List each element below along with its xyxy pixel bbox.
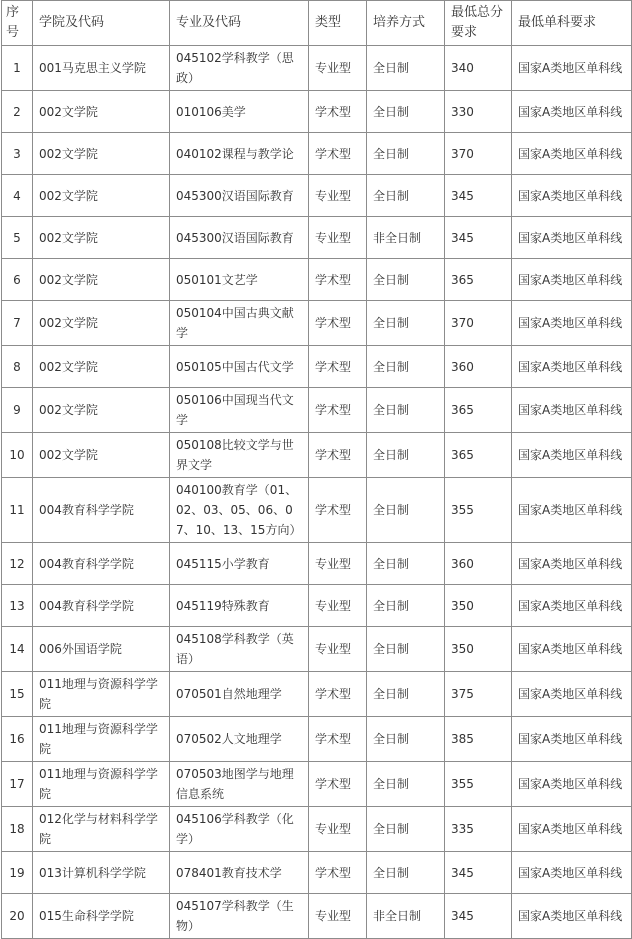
cell-mode: 全日制 bbox=[367, 175, 445, 217]
table-row bbox=[2, 301, 632, 346]
cell-type: 专业型 bbox=[309, 175, 367, 217]
cell-single: 国家A类地区单科线 bbox=[512, 627, 632, 672]
header-college: 学院及代码 bbox=[33, 1, 170, 46]
cell-mode: 全日制 bbox=[367, 627, 445, 672]
cell-seq: 2 bbox=[2, 91, 33, 133]
cell-single: 国家A类地区单科线 bbox=[512, 672, 632, 717]
cell-score: 335 bbox=[445, 807, 512, 852]
table-row bbox=[2, 543, 632, 585]
cell-mode: 全日制 bbox=[367, 672, 445, 717]
cell-mode: 全日制 bbox=[367, 717, 445, 762]
cell-single: 国家A类地区单科线 bbox=[512, 585, 632, 627]
cell-seq: 8 bbox=[2, 346, 33, 388]
table-row bbox=[2, 46, 632, 91]
cell-single: 国家A类地区单科线 bbox=[512, 301, 632, 346]
cell-major: 050105中国古代文学 bbox=[170, 346, 309, 388]
cell-major: 045300汉语国际教育 bbox=[170, 175, 309, 217]
table-row bbox=[2, 217, 632, 259]
cell-seq: 18 bbox=[2, 807, 33, 852]
table-row bbox=[2, 807, 632, 852]
cell-type: 专业型 bbox=[309, 627, 367, 672]
cell-mode: 全日制 bbox=[367, 91, 445, 133]
cell-mode: 全日制 bbox=[367, 133, 445, 175]
cell-score: 370 bbox=[445, 133, 512, 175]
table-row bbox=[2, 852, 632, 894]
table-row bbox=[2, 91, 632, 133]
header-type: 类型 bbox=[309, 1, 367, 46]
table-header bbox=[2, 1, 632, 46]
cell-major: 045107学科教学（生物） bbox=[170, 894, 309, 939]
cell-score: 330 bbox=[445, 91, 512, 133]
cell-seq: 16 bbox=[2, 717, 33, 762]
cell-mode: 全日制 bbox=[367, 388, 445, 433]
cell-score: 365 bbox=[445, 433, 512, 478]
cell-single: 国家A类地区单科线 bbox=[512, 762, 632, 807]
cell-major: 050108比较文学与世界文学 bbox=[170, 433, 309, 478]
cell-mode: 全日制 bbox=[367, 478, 445, 543]
cell-mode: 非全日制 bbox=[367, 217, 445, 259]
header-score: 最低总分要求 bbox=[445, 1, 512, 46]
admission-score-table bbox=[1, 0, 632, 939]
table-body bbox=[2, 46, 632, 939]
cell-single: 国家A类地区单科线 bbox=[512, 346, 632, 388]
cell-type: 学术型 bbox=[309, 301, 367, 346]
table-row bbox=[2, 627, 632, 672]
cell-type: 学术型 bbox=[309, 259, 367, 301]
table-row bbox=[2, 433, 632, 478]
table-row bbox=[2, 762, 632, 807]
cell-type: 学术型 bbox=[309, 717, 367, 762]
cell-college: 002文学院 bbox=[33, 259, 170, 301]
cell-single: 国家A类地区单科线 bbox=[512, 478, 632, 543]
cell-mode: 非全日制 bbox=[367, 894, 445, 939]
cell-major: 050106中国现当代文学 bbox=[170, 388, 309, 433]
cell-mode: 全日制 bbox=[367, 762, 445, 807]
table-row bbox=[2, 175, 632, 217]
cell-mode: 全日制 bbox=[367, 433, 445, 478]
cell-seq: 4 bbox=[2, 175, 33, 217]
cell-single: 国家A类地区单科线 bbox=[512, 388, 632, 433]
cell-major: 045102学科教学（思政） bbox=[170, 46, 309, 91]
cell-type: 学术型 bbox=[309, 346, 367, 388]
header-major: 专业及代码 bbox=[170, 1, 309, 46]
cell-college: 002文学院 bbox=[33, 388, 170, 433]
cell-type: 学术型 bbox=[309, 762, 367, 807]
cell-major: 045119特殊教育 bbox=[170, 585, 309, 627]
cell-type: 学术型 bbox=[309, 388, 367, 433]
cell-college: 001马克思主义学院 bbox=[33, 46, 170, 91]
cell-seq: 14 bbox=[2, 627, 33, 672]
cell-score: 345 bbox=[445, 175, 512, 217]
cell-type: 专业型 bbox=[309, 46, 367, 91]
table-row bbox=[2, 478, 632, 543]
cell-score: 340 bbox=[445, 46, 512, 91]
cell-mode: 全日制 bbox=[367, 346, 445, 388]
table-row bbox=[2, 388, 632, 433]
cell-score: 355 bbox=[445, 762, 512, 807]
cell-single: 国家A类地区单科线 bbox=[512, 259, 632, 301]
cell-score: 385 bbox=[445, 717, 512, 762]
cell-score: 345 bbox=[445, 217, 512, 259]
cell-major: 045300汉语国际教育 bbox=[170, 217, 309, 259]
cell-college: 004教育科学学院 bbox=[33, 585, 170, 627]
cell-major: 050101文艺学 bbox=[170, 259, 309, 301]
table-row bbox=[2, 717, 632, 762]
cell-college: 015生命科学学院 bbox=[33, 894, 170, 939]
cell-college: 004教育科学学院 bbox=[33, 543, 170, 585]
cell-major: 045108学科教学（英语） bbox=[170, 627, 309, 672]
cell-seq: 19 bbox=[2, 852, 33, 894]
cell-single: 国家A类地区单科线 bbox=[512, 175, 632, 217]
cell-major: 078401教育技术学 bbox=[170, 852, 309, 894]
cell-type: 学术型 bbox=[309, 433, 367, 478]
cell-college: 011地理与资源科学学院 bbox=[33, 672, 170, 717]
cell-score: 350 bbox=[445, 627, 512, 672]
cell-major: 050104中国古典文献学 bbox=[170, 301, 309, 346]
cell-seq: 6 bbox=[2, 259, 33, 301]
cell-score: 345 bbox=[445, 894, 512, 939]
cell-major: 010106美学 bbox=[170, 91, 309, 133]
cell-type: 专业型 bbox=[309, 585, 367, 627]
cell-type: 学术型 bbox=[309, 133, 367, 175]
cell-seq: 9 bbox=[2, 388, 33, 433]
cell-score: 360 bbox=[445, 543, 512, 585]
table-row bbox=[2, 259, 632, 301]
cell-single: 国家A类地区单科线 bbox=[512, 91, 632, 133]
cell-type: 专业型 bbox=[309, 217, 367, 259]
header-mode: 培养方式 bbox=[367, 1, 445, 46]
header-row bbox=[2, 1, 632, 46]
cell-single: 国家A类地区单科线 bbox=[512, 807, 632, 852]
cell-score: 345 bbox=[445, 852, 512, 894]
cell-seq: 3 bbox=[2, 133, 33, 175]
cell-seq: 12 bbox=[2, 543, 33, 585]
cell-mode: 全日制 bbox=[367, 807, 445, 852]
table-row bbox=[2, 133, 632, 175]
cell-single: 国家A类地区单科线 bbox=[512, 852, 632, 894]
cell-major: 040102课程与教学论 bbox=[170, 133, 309, 175]
cell-type: 学术型 bbox=[309, 852, 367, 894]
cell-seq: 20 bbox=[2, 894, 33, 939]
table-row bbox=[2, 346, 632, 388]
cell-mode: 全日制 bbox=[367, 543, 445, 585]
cell-type: 学术型 bbox=[309, 672, 367, 717]
table-row bbox=[2, 585, 632, 627]
cell-major: 070501自然地理学 bbox=[170, 672, 309, 717]
cell-college: 002文学院 bbox=[33, 133, 170, 175]
cell-score: 350 bbox=[445, 585, 512, 627]
header-seq: 序号 bbox=[2, 1, 33, 46]
cell-major: 045106学科教学（化学） bbox=[170, 807, 309, 852]
cell-seq: 1 bbox=[2, 46, 33, 91]
cell-seq: 10 bbox=[2, 433, 33, 478]
cell-college: 013计算机科学学院 bbox=[33, 852, 170, 894]
cell-type: 专业型 bbox=[309, 807, 367, 852]
cell-college: 002文学院 bbox=[33, 91, 170, 133]
header-single: 最低单科要求 bbox=[512, 1, 632, 46]
cell-mode: 全日制 bbox=[367, 46, 445, 91]
cell-type: 专业型 bbox=[309, 543, 367, 585]
table-row bbox=[2, 894, 632, 939]
cell-score: 370 bbox=[445, 301, 512, 346]
cell-college: 002文学院 bbox=[33, 346, 170, 388]
cell-single: 国家A类地区单科线 bbox=[512, 543, 632, 585]
cell-seq: 17 bbox=[2, 762, 33, 807]
cell-single: 国家A类地区单科线 bbox=[512, 717, 632, 762]
cell-single: 国家A类地区单科线 bbox=[512, 894, 632, 939]
cell-type: 学术型 bbox=[309, 91, 367, 133]
cell-single: 国家A类地区单科线 bbox=[512, 133, 632, 175]
cell-seq: 13 bbox=[2, 585, 33, 627]
cell-major: 070502人文地理学 bbox=[170, 717, 309, 762]
cell-college: 011地理与资源科学学院 bbox=[33, 717, 170, 762]
cell-type: 专业型 bbox=[309, 894, 367, 939]
cell-mode: 全日制 bbox=[367, 259, 445, 301]
cell-mode: 全日制 bbox=[367, 852, 445, 894]
cell-mode: 全日制 bbox=[367, 585, 445, 627]
cell-single: 国家A类地区单科线 bbox=[512, 217, 632, 259]
cell-college: 006外国语学院 bbox=[33, 627, 170, 672]
cell-major: 045115小学教育 bbox=[170, 543, 309, 585]
table-row bbox=[2, 672, 632, 717]
cell-seq: 11 bbox=[2, 478, 33, 543]
cell-score: 375 bbox=[445, 672, 512, 717]
cell-seq: 15 bbox=[2, 672, 33, 717]
cell-mode: 全日制 bbox=[367, 301, 445, 346]
cell-major: 040100教育学（01、02、03、05、06、07、10、13、15方向） bbox=[170, 478, 309, 543]
cell-single: 国家A类地区单科线 bbox=[512, 46, 632, 91]
cell-seq: 5 bbox=[2, 217, 33, 259]
cell-college: 004教育科学学院 bbox=[33, 478, 170, 543]
cell-major: 070503地图学与地理信息系统 bbox=[170, 762, 309, 807]
cell-score: 365 bbox=[445, 388, 512, 433]
cell-seq: 7 bbox=[2, 301, 33, 346]
cell-type: 学术型 bbox=[309, 478, 367, 543]
cell-single: 国家A类地区单科线 bbox=[512, 433, 632, 478]
cell-college: 012化学与材料科学学院 bbox=[33, 807, 170, 852]
cell-college: 002文学院 bbox=[33, 301, 170, 346]
cell-college: 002文学院 bbox=[33, 217, 170, 259]
cell-college: 011地理与资源科学学院 bbox=[33, 762, 170, 807]
cell-score: 355 bbox=[445, 478, 512, 543]
cell-score: 365 bbox=[445, 259, 512, 301]
cell-score: 360 bbox=[445, 346, 512, 388]
cell-college: 002文学院 bbox=[33, 433, 170, 478]
cell-college: 002文学院 bbox=[33, 175, 170, 217]
